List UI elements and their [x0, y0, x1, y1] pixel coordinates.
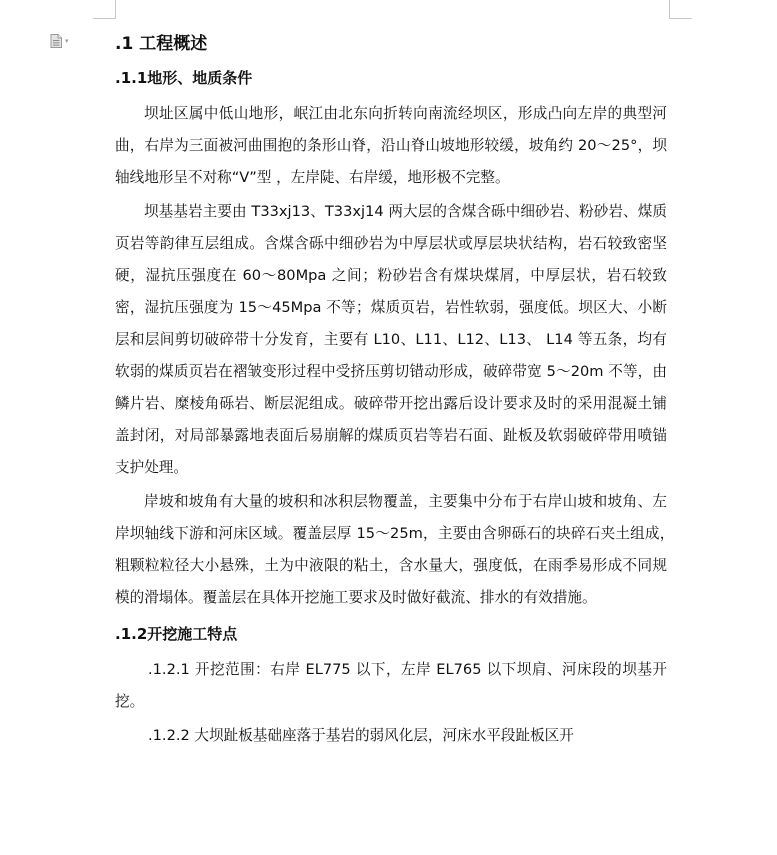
numbered-paragraph: .1.2.1 开挖范围：右岸 EL775 以下，左岸 EL765 以下坝肩、河床段的坝基开挖。	[115, 661, 667, 710]
body-paragraph: 岸坡和坡角有大量的坡积和冰积层物覆盖，主要集中分布于右岸山坡和坡角、左岸坝轴线下游和河床区域。覆盖层厚 15～25m，主要由含卵砾石的块碎石夹土组成， 粗颗粒粒径大小悬殊，土为中液限的粘土，含水量大，强度低，在雨季易形成不同规模的滑塌体。覆盖层在具体开挖施工要求及时做好截流、排水的有效措施。	[115, 493, 682, 606]
subsection-heading: .1.2开挖施工特点	[115, 625, 238, 643]
body-paragraph: 坝基基岩主要由 T33xj13、T33xj14 两大层的含煤含砾中细砂岩、粉砂岩、煤质页岩等韵律互层组成。含煤含砾中细砂岩为中厚层状或厚层块状结构，岩石较致密坚硬，湿抗压强度在 60～80Mpa 之间；粉砂岩含有煤块煤屑，中厚层状，岩石较致密，湿抗压强度为 15～45Mpa 不等；煤质页岩，岩性软弱，强度低。坝区大、小断层和层间剪切破碎带十分发育，主要有 L10、L11、L12、L13、 L14 等五条，均有软弱的煤质页岩在褶皱变形过程中受挤压剪切错动形成，破碎带宽 5～20m 不等，由鳞片岩、糜棱角砾岩、断层泥组成。破碎带开挖出露后设计要求及时的采用混凝土铺盖封闭，对局部暴露地表面后易崩解的煤质页岩等岩石面、趾板及软弱破碎带用喷锚支护处理。	[115, 203, 667, 476]
document-icon	[50, 34, 62, 48]
numbered-paragraph: .1.2.2 大坝趾板基础座落于基岩的弱风化层，河床水平段趾板区开	[148, 727, 574, 744]
document-page	[115, 30, 682, 754]
paragraph-options-button[interactable]	[50, 34, 69, 48]
subsection-heading: .1.1地形、地质条件	[115, 69, 253, 87]
top-left-crop-mark	[93, 0, 116, 19]
chevron-down-icon: ▾	[65, 36, 69, 45]
section-title: .1 工程概述	[115, 34, 208, 54]
body-paragraph: 坝址区属中低山地形，岷江由北东向折转向南流经坝区，形成凸向左岸的典型河曲，右岸为三面被河曲围抱的条形山脊，沿山脊山坡地形较缓，坡角约 20～25°，坝轴线地形呈不对称“V”型 ，左岸陡、右岸缓，地形极不完整。	[115, 105, 667, 186]
top-right-crop-mark	[669, 0, 692, 19]
